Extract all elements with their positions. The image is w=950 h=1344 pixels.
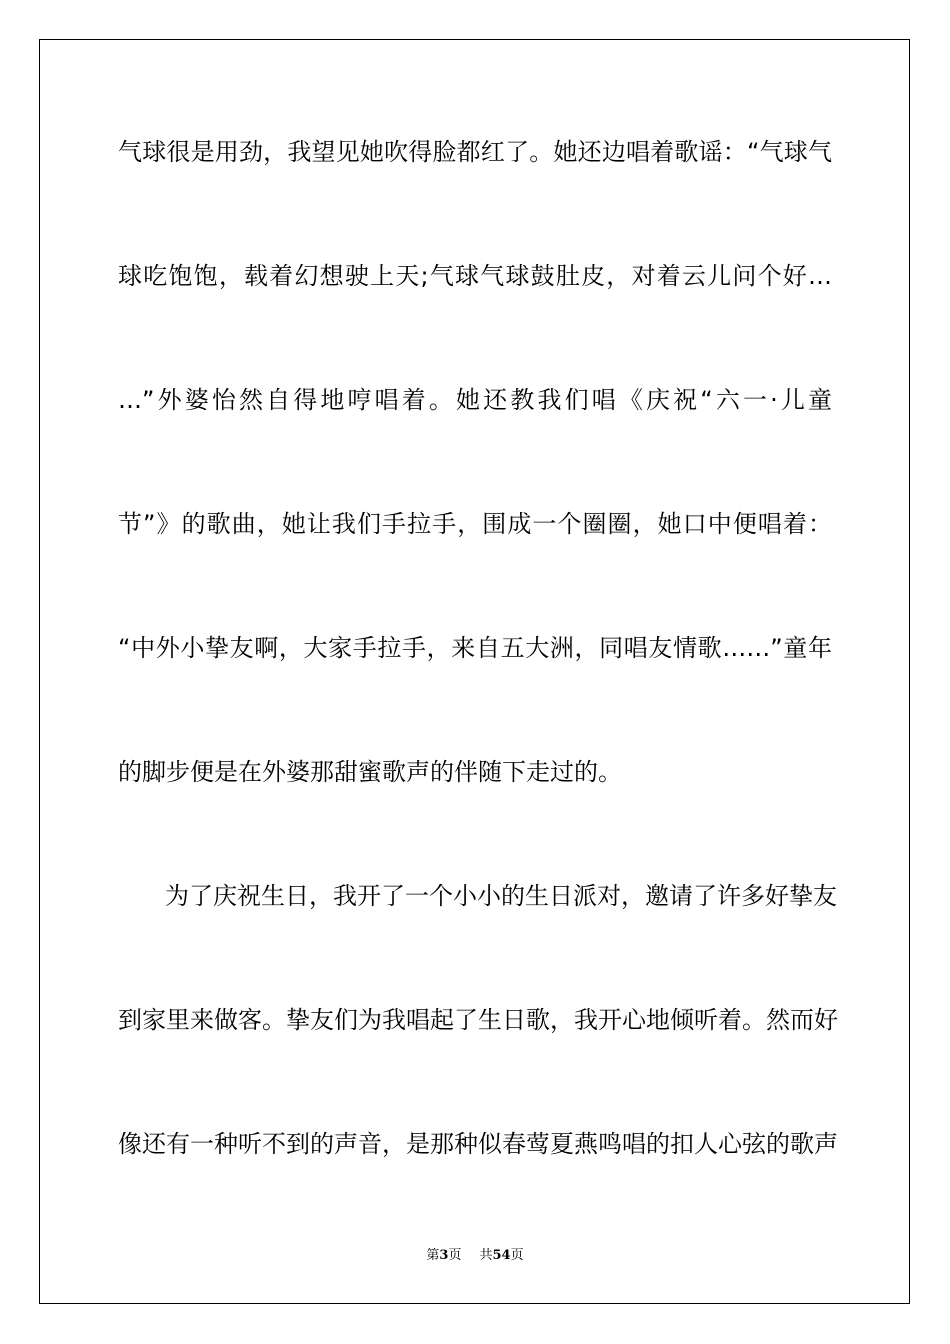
footer-page-suffix: 页 bbox=[448, 1248, 462, 1263]
footer-total-prefix: 共 bbox=[479, 1248, 493, 1263]
text-line-4: 节”》的歌曲，她让我们手拉手，围成一个圈圈，她口中便唱着： bbox=[118, 510, 832, 538]
page-border bbox=[39, 39, 910, 1304]
footer-total-pages: 54 bbox=[492, 1248, 511, 1263]
text-line-3: …”外婆怡然自得地哼唱着。她还教我们唱《庆祝“六一·儿童 bbox=[118, 386, 832, 414]
footer-page-prefix: 第 bbox=[426, 1248, 440, 1263]
page-footer bbox=[0, 1247, 950, 1265]
text-line-9: 像还有一种听不到的声音，是那种似春莺夏燕鸣唱的扣人心弦的歌声 bbox=[118, 1130, 838, 1158]
text-line-2: 球吃饱饱，载着幻想驶上天;气球气球鼓肚皮，对着云儿问个好… bbox=[118, 262, 832, 290]
text-line-7: 为了庆祝生日，我开了一个小小的生日派对，邀请了许多好挚友 bbox=[165, 882, 837, 910]
text-line-6: 的脚步便是在外婆那甜蜜歌声的伴随下走过的。 bbox=[118, 758, 622, 786]
text-line-8: 到家里来做客。挚友们为我唱起了生日歌，我开心地倾听着。然而好 bbox=[118, 1006, 838, 1034]
text-line-1: 气球很是用劲，我望见她吹得脸都红了。她还边唱着歌谣：“气球气 bbox=[118, 138, 832, 166]
text-line-5: “中外小挚友啊，大家手拉手，来自五大洲，同唱友情歌……”童年 bbox=[118, 634, 832, 662]
footer-total-suffix: 页 bbox=[510, 1248, 524, 1263]
footer-page-number: 3 bbox=[439, 1248, 449, 1263]
